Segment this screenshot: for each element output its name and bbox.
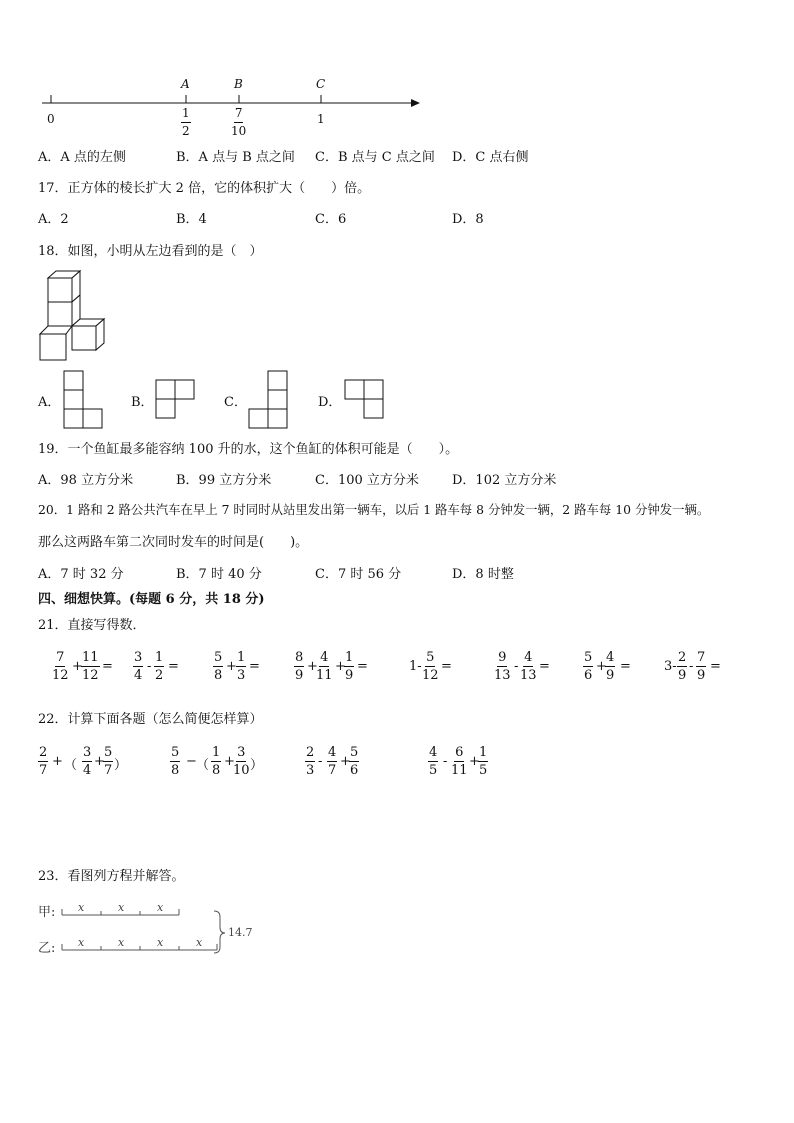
q22-e2-frac-b: $\frac{1}{8}$ <box>212 745 221 778</box>
q21-e6-op: - <box>514 659 519 674</box>
yi-x-3: x <box>157 936 164 949</box>
yi-label: 乙: <box>38 941 56 956</box>
q21-e8-prefix: 3- <box>664 659 677 674</box>
q22-e4-frac-a: $\frac{4}{5}$ <box>429 745 438 778</box>
q21-e7-frac-b: $\frac{4}{9}$ <box>606 650 615 683</box>
q22-e3-op: - <box>318 754 323 769</box>
q22-e2-op2: + <box>224 754 235 769</box>
q22-e1-frac-c: $\frac{5}{7}$ <box>104 745 113 778</box>
q22-e2-lparen: （ <box>196 758 210 773</box>
point-b-label: B <box>234 77 243 91</box>
q22-e4-op: - <box>443 754 448 769</box>
q21-e3-frac-b: $\frac{1}{3}$ <box>237 650 246 683</box>
q20-option-b[interactable]: B．7 时 40 分 <box>176 567 262 582</box>
q21-e5-frac-a: $\frac{5}{12}$ <box>422 650 439 683</box>
q21-e3-frac-a: $\frac{5}{8}$ <box>214 650 223 683</box>
q22-e2-op: − <box>186 754 197 769</box>
q16-option-b[interactable]: B．A 点与 B 点之间 <box>176 150 295 165</box>
q21-e2-frac-b: $\frac{1}{2}$ <box>155 650 164 683</box>
tick-seven-tenths: $\frac{7}{10}$ <box>231 106 247 138</box>
q21-e1-eq: = <box>102 659 113 674</box>
q19-stem: 19．一个鱼缸最多能容纳 100 升的水，这个鱼缸的体积可能是（ ）。 <box>38 442 459 457</box>
q21-e8-eq: = <box>710 659 721 674</box>
q22-e2-frac-a: $\frac{5}{8}$ <box>171 745 180 778</box>
q21-e3-eq: = <box>249 659 260 674</box>
q17-option-c[interactable]: C．6 <box>315 212 347 227</box>
point-c-label: C <box>316 77 326 91</box>
q23-stem: 23．看图列方程并解答。 <box>38 869 185 884</box>
q16-option-c[interactable]: C．B 点与 C 点之间 <box>315 150 435 165</box>
yi-x-4: x <box>196 936 203 949</box>
jia-label: 甲: <box>38 905 56 920</box>
q18-option-b-label[interactable]: B． <box>131 395 154 410</box>
q22-e1-lparen: （ <box>64 758 78 773</box>
q22-e2-frac-c: $\frac{3}{10}$ <box>233 745 250 778</box>
q17-option-d[interactable]: D．8 <box>452 212 484 227</box>
q19-option-a[interactable]: A．98 立方分米 <box>38 473 134 488</box>
q22-e3-op2: + <box>340 754 351 769</box>
q21-e4-frac-b: $\frac{4}{11}$ <box>316 650 333 683</box>
q21-e7-frac-a: $\frac{5}{6}$ <box>584 650 593 683</box>
tick-half: $\frac{1}{2}$ <box>182 106 190 138</box>
q21-e7-op: + <box>596 659 607 674</box>
q21-e8-op: - <box>689 659 694 674</box>
q18-option-a-label[interactable]: A． <box>38 395 61 410</box>
q22-e4-frac-b: $\frac{6}{11}$ <box>451 745 468 778</box>
tick-zero: 0 <box>47 112 55 126</box>
q22-e1-frac-a: $\frac{2}{7}$ <box>39 745 48 778</box>
q16-option-a[interactable]: A．A 点的左侧 <box>38 150 126 165</box>
q21-e1-frac-b: $\frac{11}{12}$ <box>82 650 99 683</box>
q21-e1-op: + <box>72 659 83 674</box>
q20-stem-line2: 那么这两路车第二次同时发车的时间是( )。 <box>38 535 309 550</box>
jia-x-1: x <box>78 901 85 914</box>
jia-x-3: x <box>157 901 164 914</box>
q21-e2-eq: = <box>168 659 179 674</box>
q17-stem: 17．正方体的棱长扩大 2 倍，它的体积扩大（ ）倍。 <box>38 181 371 196</box>
q21-e8-frac-a: $\frac{2}{9}$ <box>678 650 687 683</box>
q22-e1-rparen: ） <box>114 758 128 773</box>
q22-e2-rparen: ） <box>250 758 264 773</box>
q17-option-a[interactable]: A．2 <box>38 212 69 227</box>
q20-option-c[interactable]: C．7 时 56 分 <box>315 567 402 582</box>
q21-e2-frac-a: $\frac{3}{4}$ <box>134 650 143 683</box>
q22-e1-op: + <box>52 754 63 769</box>
q21-e6-frac-b: $\frac{4}{13}$ <box>520 650 537 683</box>
q21-e2-op: - <box>147 659 152 674</box>
q22-e4-op2: + <box>469 754 480 769</box>
q21-e7-eq: = <box>620 659 631 674</box>
q18-option-c-label[interactable]: C． <box>224 395 247 410</box>
q21-e5-prefix: 1- <box>409 659 422 674</box>
q22-e4-frac-c: $\frac{1}{5}$ <box>479 745 488 778</box>
tick-one: 1 <box>317 112 325 126</box>
q21-e4-frac-a: $\frac{8}{9}$ <box>295 650 304 683</box>
section-four-heading: 四、细想快算。(每题 6 分，共 18 分) <box>38 592 265 607</box>
q22-e1-op2: + <box>94 754 105 769</box>
q21-e4-frac-c: $\frac{1}{9}$ <box>345 650 354 683</box>
yi-x-2: x <box>118 936 125 949</box>
q21-e3-op: + <box>226 659 237 674</box>
q20-stem-line1: 20．1 路和 2 路公共汽车在早上 7 时同时从站里发出第一辆车，以后 1 路车每 8 分钟发一辆，2 路车每 10 分钟发一辆。 <box>38 502 710 517</box>
total-value: 14.7 <box>228 926 253 939</box>
q22-e3-frac-b: $\frac{4}{7}$ <box>328 745 337 778</box>
q22-e1-frac-b: $\frac{3}{4}$ <box>83 745 92 778</box>
q20-option-a[interactable]: A．7 时 32 分 <box>38 567 124 582</box>
jia-x-2: x <box>118 901 125 914</box>
q22-e3-frac-a: $\frac{2}{3}$ <box>306 745 315 778</box>
q19-option-d[interactable]: D．102 立方分米 <box>452 473 557 488</box>
yi-x-1: x <box>78 936 85 949</box>
q21-e4-op2: + <box>335 659 346 674</box>
q18-option-d-label[interactable]: D． <box>318 395 342 410</box>
q21-stem: 21．直接写得数． <box>38 618 146 633</box>
q19-option-b[interactable]: B．99 立方分米 <box>176 473 272 488</box>
q18-stem: 18．如图，小明从左边看到的是（ ） <box>38 244 263 259</box>
q17-option-b[interactable]: B．4 <box>176 212 207 227</box>
q21-e6-frac-a: $\frac{9}{13}$ <box>494 650 511 683</box>
q21-e1-frac-a: $\frac{7}{12}$ <box>52 650 69 683</box>
q21-e4-eq: = <box>357 659 368 674</box>
q21-e8-frac-b: $\frac{7}{9}$ <box>697 650 706 683</box>
q22-stem: 22．计算下面各题（怎么简便怎样算） <box>38 712 263 727</box>
q21-e6-eq: = <box>539 659 550 674</box>
q21-e5-eq: = <box>441 659 452 674</box>
q19-option-c[interactable]: C．100 立方分米 <box>315 473 419 488</box>
q20-option-d[interactable]: D．8 时整 <box>452 567 514 582</box>
q22-e3-frac-c: $\frac{5}{6}$ <box>350 745 359 778</box>
q16-option-d[interactable]: D．C 点右侧 <box>452 150 529 165</box>
q21-e4-op: + <box>307 659 318 674</box>
point-a-label: A <box>181 77 190 91</box>
